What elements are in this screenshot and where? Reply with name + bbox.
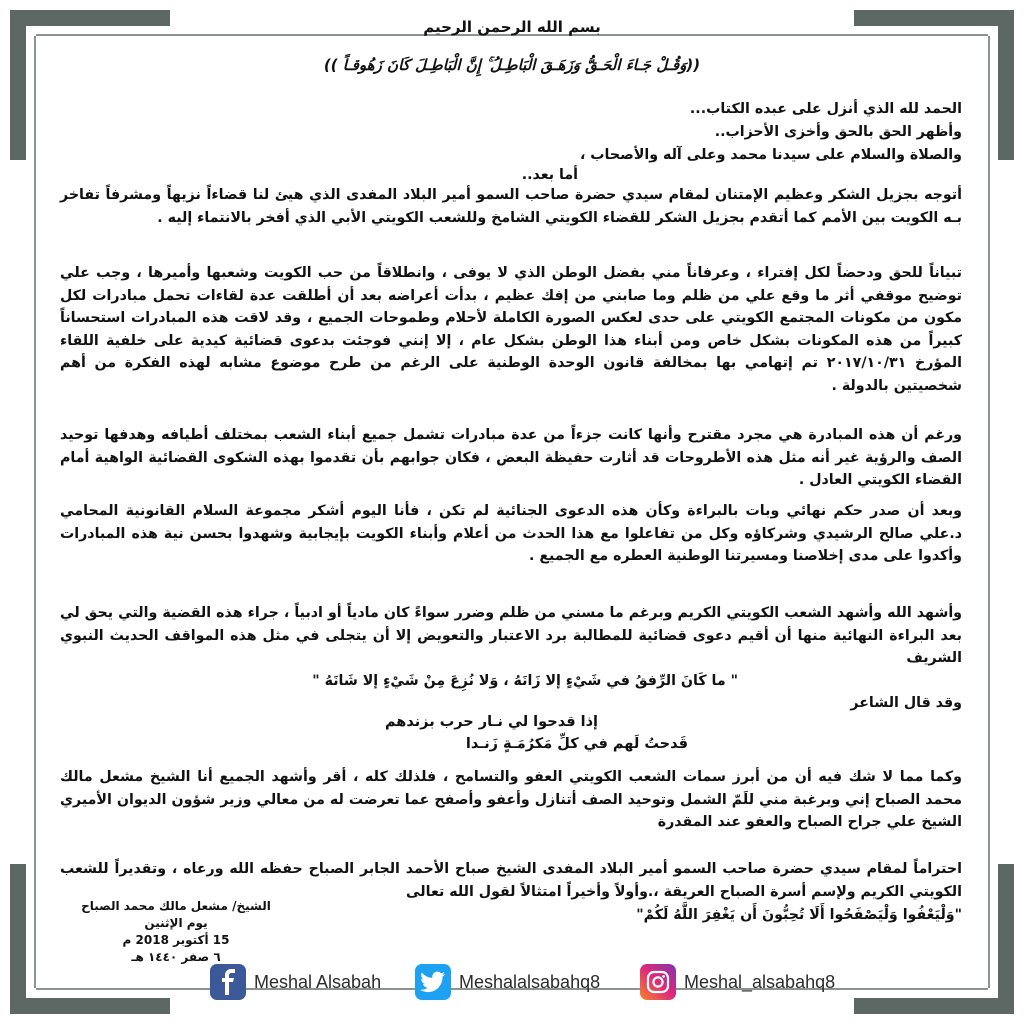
poem-line-2: قَدحتُ لَهم في كلِّ مَكرُمَـةٍ زَنـدا bbox=[465, 736, 688, 752]
statement-document bbox=[36, 18, 988, 964]
basmala-heading: بسم الله الرحمن الرحيم bbox=[423, 18, 601, 36]
facebook-link[interactable] bbox=[210, 964, 381, 1000]
facebook-handle: Meshal Alsabah bbox=[254, 971, 382, 992]
closing-verse: "وَلْيَعْفُوا وَلْيَصْفَحُوا أَلَا تُحِبُّونَ أَن يَغْفِرَ اللَّهُ لَكُمْ" bbox=[636, 907, 962, 923]
paragraph-4: وبعد أن صدر حكم نهائي وبات بالبراءة وكأن هذه الدعوى الجنائية لم تكن ، فأنا اليوم أشكر مجموعة السلام القانونية المحامي د.علي صالح الرشيدي وشركاؤه وكل من تفاعلوا مع هذا الحدث من أعلام وأبناء الكويت بإيجابية وشهدوا بحسن نية هذه المبادرات وأكدوا على مدى إخلاصنا ومسيرتنا الوطنية العطره مع الجميع . bbox=[60, 503, 962, 565]
social-links-bar bbox=[0, 958, 1024, 1006]
opening-line-2: وأظهر الحق بالحق وأخزى الأحزاب.. bbox=[714, 124, 962, 140]
opening-line-3: والصلاة والسلام على سيدنا محمد وعلى آله والأصحاب ، bbox=[579, 147, 962, 163]
signature-name: الشيخ/ مشعل مالك محمد الصباح bbox=[81, 899, 271, 913]
amma-bad: أما بعد.. bbox=[521, 167, 578, 183]
signature-day: يوم الإثنين bbox=[144, 916, 208, 930]
paragraph-5: وأشهد الله وأشهد الشعب الكويتي الكريم وبرغم ما مسني من ظلم وضرر سواءً كان مادياً أو ادبياً ، جراء هذه القضية والتي يحق لي بعد البراءة النهائية منها أن أقيم دعوى قضائية للمطالبة برد الاعتبار والتعويض إلا أن يتجلى في مثل هذه المواقف الحديث النبوي الشريف bbox=[60, 605, 962, 667]
twitter-handle: Meshalalsabahq8 bbox=[459, 971, 601, 992]
paragraph-1: أتوجه بجزيل الشكر وعظيم الإمتنان لمقام سيدي حضرة صاحب السمو أمير البلاد المفدى الذي هيئ لنا قضاءاً نزيهاً ومشرفاً تفاخر بـه الكويت بين الأمم كما أتقدم بجزيل الشكر للقضاء الكويتي الشامخ وللشعب الكويتي الأبي الذي أفخر بالانتماء إليه . bbox=[60, 187, 962, 226]
hadith-quote: " ما كَانَ الرِّفقُ في شَيْءٍ إلا زَانَهُ ، وَلا نُزِعَ مِنْ شَيْءٍ إلا شَانَهُ " bbox=[312, 673, 738, 689]
paragraph-7: احتراماً لمقام سيدي حضرة صاحب السمو أمير البلاد المفدى الشيخ صباح الأحمد الجابر الصباح حفظه الله ورعاه ، وتقديراً للشعب الكويتي الكريم ولإسم أسرة الصباح العريقة ،.وأولاً وأخيراً امتثالاً لقول الله تعالى bbox=[60, 861, 962, 900]
twitter-icon bbox=[415, 964, 451, 1000]
paragraph-6: وكما مما لا شك فيه أن من أبرز سمات الشعب الكويتي العفو والتسامح ، فلذلك كله ، أقر وأشهد الجميع أنا الشيخ مشعل مالك محمد الصباح إني وبرغبة مني للَمّ الشمل وتوحيد الصف أتنازل وأعفو وأصفح عما تعرضت له من معالي وزير شؤون الديوان الأميري الشيخ علي جراح الصباح والعفو عند المقدرة bbox=[60, 769, 962, 831]
signature-date-hijri: ٦ صفر ١٤٤٠ هـ bbox=[131, 950, 221, 964]
frame-inner-right bbox=[988, 36, 990, 988]
frame-corner-top-right-vertical bbox=[998, 10, 1014, 160]
poem-line-1: إذا قدحوا لي نـار حرب بزندهم bbox=[384, 714, 598, 730]
paragraph-2: تبياناً للحق ودحضاً لكل إفتراء ، وعرفاناً مني بفضل الوطن الذي لا يوفى ، وانطلاقاً من حب الكويت وشعبها وأميرها ، وجب علي توضيح موقفي أثر ما وقع علي من ظلم وما صابني من إفك عظيم ، بدأت أعراضه بعد أن أطلقت عدة لقاءات تحمل مبادرات لكل مكون من مكونات المجتمع الكويتي على حدى لعكس الصورة الكاملة لأحلام وطموحات الجميع ، وقد لاقت هذه المبادرات استحساناً كبيراً من هذه المكونات بشكل خاص ومن أبناء هذا الوطن بشكل عام ، إلا إنني فوجئت بدعوى قضائية كيدية على خلفية اللقاء المؤرخ ٢٠١٧/١٠/٣١ تم إتهامي بها بمخالفة قانون الوحدة الوطنية على الرغم من طرح موضوع مشابه لهذه الفكرة من أهم شخصيتين بالدولة . bbox=[60, 265, 962, 394]
twitter-link[interactable] bbox=[415, 964, 600, 1000]
instagram-icon bbox=[640, 964, 676, 1000]
quran-verse-heading: ((وَقُـلْ جَـاءَ الْحَـقُّ وَزَهَـقَ الْبَاطِـلُ ۚ إِنَّ الْبَاطِـلَ كَانَ زَهُوقـاً )) bbox=[323, 56, 701, 74]
signature-date-gregorian: 15 أكتوبر 2018 م bbox=[122, 933, 230, 947]
facebook-icon bbox=[210, 964, 246, 1000]
instagram-link[interactable] bbox=[640, 964, 835, 1000]
paragraph-3: ورغم أن هذه المبادرة هي مجرد مقترح وأنها كانت جزءاً من عدة مبادرات تشمل جميع أبناء الشعب بمختلف أطيافه وهدفها توحيد الصف والرؤية غير أنه مثل هذه الأطروحات قد أثارت حفيظة البعض ، فكان جوابهم بأن تقدموا بهذه الشكوى القضائية الواهية أمام القضاء الكويتي العادل . bbox=[60, 427, 962, 489]
signature-block bbox=[66, 898, 286, 966]
poet-intro: وقد قال الشاعر bbox=[850, 695, 962, 711]
frame-corner-top-left-vertical bbox=[10, 10, 26, 160]
opening-line-1: الحمد لله الذي أنزل على عبده الكتاب... bbox=[689, 101, 962, 117]
instagram-handle: Meshal_alsabahq8 bbox=[684, 971, 836, 992]
